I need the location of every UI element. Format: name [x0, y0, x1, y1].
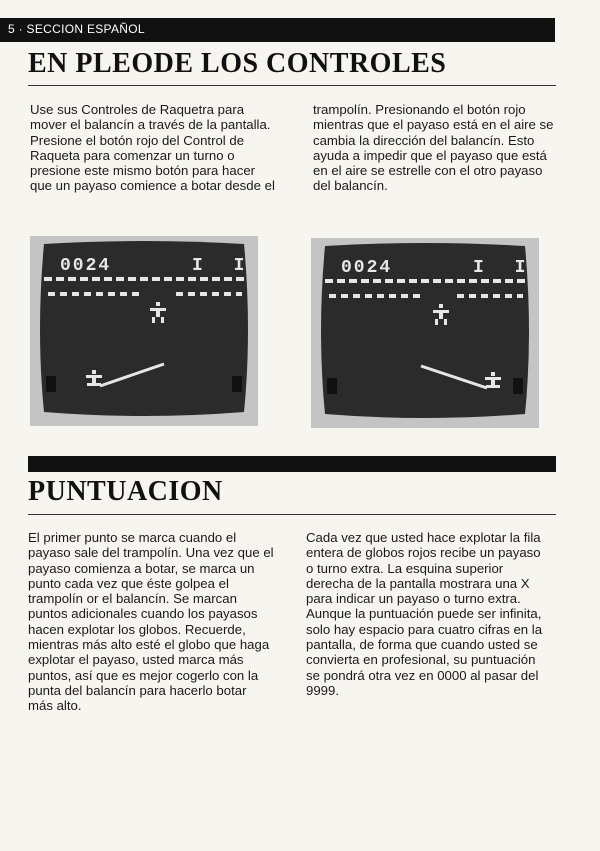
- game-screenshot-1: [30, 236, 258, 426]
- tv-screen-2: [311, 238, 539, 428]
- lives-display: I I: [473, 258, 536, 278]
- scoring-text-col1: El primer punto se marca cuando el payaso sale del trampolín. Una vez que el payaso comienza a botar, se marca un punto cada vez que éste golpea el trampolín or el balancín. Se marcan puntos adicionales cuando los payasos hacen explotar los globos. Recuerde, mientras más alto esté el globo que haga explotar el payaso, usted marca más puntos, así que es mejor cogerlo con la punta del balancín para hacerlo botar más alto.: [28, 530, 274, 714]
- heading-rule: [28, 514, 556, 515]
- controls-text-col2: trampolín. Presionando el botón rojo mientras que el payaso está en el aire se cambia la dirección del balancín. Esto ayuda a impedir que el payaso que está en el aire se estrelle con el otro payaso del balancín.: [313, 102, 554, 194]
- score-display: 0024: [60, 256, 112, 276]
- section-divider-bar: [28, 456, 556, 472]
- tv-screen-1: [30, 236, 258, 426]
- balloon-row-1: [325, 279, 525, 283]
- section-label: 5 · SECCION ESPAÑOL: [8, 22, 145, 36]
- heading-rule: [28, 85, 556, 86]
- lives-display: I I: [192, 256, 255, 276]
- left-trampoline: [46, 376, 56, 392]
- section-header-bar: [0, 18, 555, 42]
- controls-heading: EN PLEODE LOS CONTROLES: [28, 48, 447, 79]
- right-trampoline: [232, 376, 242, 392]
- score-display: 0024: [341, 258, 393, 278]
- right-trampoline: [513, 378, 523, 394]
- controls-text-col1: Use sus Controles de Raquetra para mover el balancín a través de la pantalla. Presione el botón rojo del Control de Raqueta para comenzar un turno o presione este mismo botón para hacer que un payaso comience a botar desde el: [30, 102, 275, 194]
- balloon-row-1: [44, 277, 244, 281]
- scoring-text-col2: Cada vez que usted hace explotar la fila entera de globos rojos recibe un payaso o turno extra. La esquina superior derecha de la pantalla mostrara una X para indicar un payaso o turno extra. Aunque la puntuación puede ser infinita, solo hay espacio para cuatro cifras en la pantalla, de forma que cuando usted se convierta en profesional, su puntuación se pondrá otra vez en 0000 al pasar del 9999.: [306, 530, 543, 698]
- game-screenshot-2: [311, 238, 539, 428]
- scoring-heading: PUNTUACION: [28, 476, 223, 507]
- left-trampoline: [327, 378, 337, 394]
